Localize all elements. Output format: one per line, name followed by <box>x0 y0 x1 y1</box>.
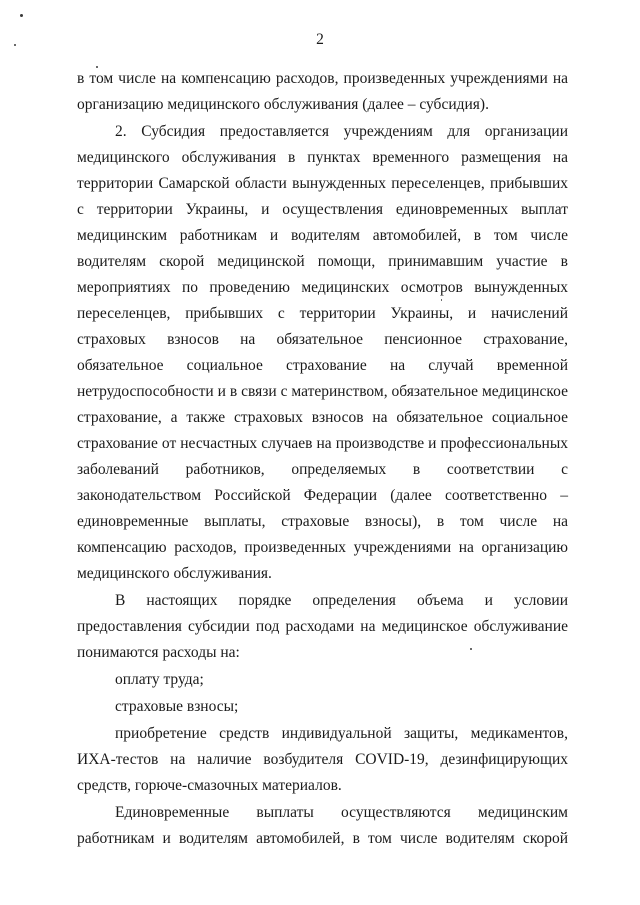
paragraph-expenses-definition: В настоящих порядке определения объема и условии предоставления субсидии под расходами на медицинское обслуживание понимаются расходы на: <box>77 592 568 661</box>
list-item-salary: оплату труда; <box>115 671 204 688</box>
scan-speck <box>20 14 23 17</box>
list-item-purchases: приобретение средств индивидуальной защиты, медикаментов, ИХА-тестов на наличие возбудителя COVID-19, дезинфицирующих средств, горюче-смазочных материалов. <box>77 725 568 794</box>
paragraph-one-time-payments: Единовременные выплаты осуществляются медицинским работникам и водителям автомобилей, в том числе водителям скорой <box>77 804 568 847</box>
document-body <box>77 66 568 853</box>
paragraph-continuation: в том числе на компенсацию расходов, произведенных учреждениями на организацию медицинского обслуживания (далее – субсидия). <box>77 70 568 113</box>
page-number: 2 <box>316 31 324 48</box>
paragraph-item-2: 2. Субсидия предоставляется учреждениям для организации медицинского обслуживания в пунктах временного размещения на территории Самарской области вынужденных переселенцев, прибывших с территории Украины, и осуществления единовременных выплат медицинским работникам и водителям автомобилей, в том числе водителям скорой медицинской помощи, принимавшим участие в мероприятиях по проведению медицинских осмотров вынужденных переселенцев, прибывших с территории Украины, и начислений страховых взносов на обязательное пенсионное страхование, обязательное социальное страхование на случай временной нетрудоспособности и в связи с материнством, обязательное медицинское страхование, а также страховых взносов на обязательное социальное страхование от несчастных случаев на производстве и профессиональных заболеваний работников, определяемых в соответствии с законодательством Российской Федерации (далее соответственно – единовременные выплаты, страховые взносы), в том числе на компенсацию расходов, произведенных учреждениями на организацию медицинского обслуживания. <box>77 123 568 582</box>
list-item-insurance: страховые взносы; <box>115 698 239 715</box>
